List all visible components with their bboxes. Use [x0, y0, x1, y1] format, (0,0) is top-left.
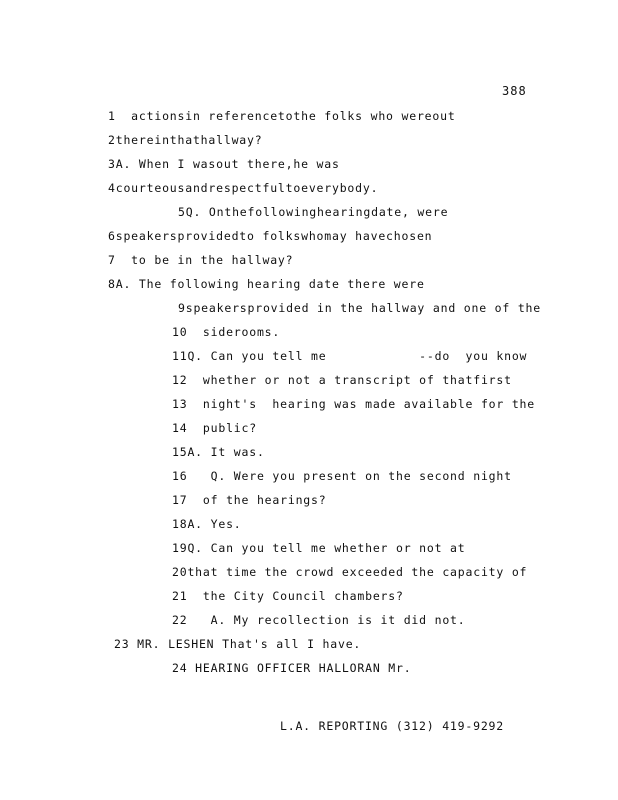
transcript-line-17: 17 of the hearings?	[172, 493, 327, 507]
transcript-line-22: 22 A. My recollection is it did not.	[172, 613, 466, 627]
transcript-line-12: 12 whether or not a transcript of thatfirst	[172, 373, 512, 387]
transcript-line-11: 11Q. Can you tell me --do you know	[172, 349, 528, 363]
transcript-line-13: 13 night's hearing was made available for the	[172, 397, 536, 411]
transcript-line-10: 10 siderooms.	[172, 325, 281, 339]
reporter-footer: L.A. REPORTING (312) 419-9292	[280, 719, 504, 733]
transcript-line-2: 2thereinthathallway?	[108, 133, 263, 147]
transcript-line-24: 24 HEARING OFFICER HALLORAN Mr.	[172, 661, 412, 675]
transcript-line-1: 1 actionsin referencetothe folks who wereout	[108, 109, 456, 123]
page-number: 388	[502, 84, 527, 98]
transcript-line-3: 3A. When I wasout there,he was	[108, 157, 340, 171]
transcript-line-4: 4courteousandrespectfultoeverybody.	[108, 181, 379, 195]
transcript-line-6: 6speakersprovidedto folkswhomay havechosen	[108, 229, 433, 243]
transcript-line-7: 7 to be in the hallway?	[108, 253, 294, 267]
transcript-line-20: 20that time the crowd exceeded the capacity of	[172, 565, 528, 579]
transcript-line-9: 9speakersprovided in the hallway and one of the	[178, 301, 542, 315]
transcript-line-14: 14 public?	[172, 421, 257, 435]
transcript-line-23: 23 MR. LESHEN That's all I have.	[114, 637, 362, 651]
transcript-line-5: 5Q. Onthefollowinghearingdate, were	[178, 205, 449, 219]
transcript-line-18: 18A. Yes.	[172, 517, 242, 531]
transcript-line-16: 16 Q. Were you present on the second night	[172, 469, 512, 483]
transcript-line-8: 8A. The following hearing date there were	[108, 277, 425, 291]
transcript-line-21: 21 the City Council chambers?	[172, 589, 404, 603]
transcript-line-19: 19Q. Can you tell me whether or not at	[172, 541, 466, 555]
transcript-line-15: 15A. It was.	[172, 445, 265, 459]
